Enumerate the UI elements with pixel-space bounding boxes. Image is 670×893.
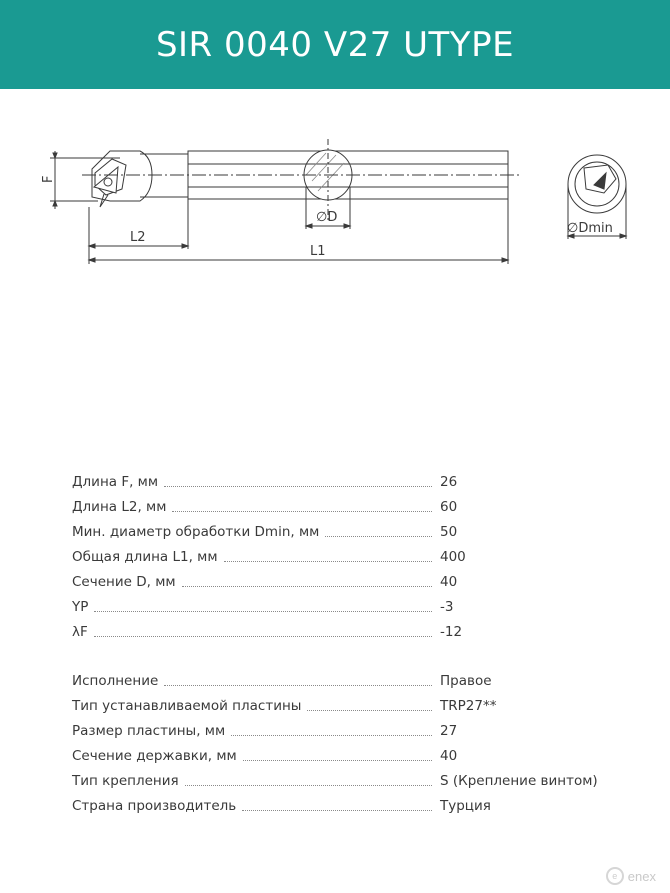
- dot-leader: [94, 611, 432, 612]
- spec-row: [72, 765, 602, 790]
- dot-leader: [164, 486, 432, 487]
- spec-row: [72, 740, 602, 765]
- dot-leader: [242, 810, 432, 811]
- spec-value: 400: [440, 549, 466, 565]
- spec-label: Тип крепления: [72, 773, 179, 789]
- dot-leader: [231, 735, 432, 736]
- spec-row: [72, 516, 602, 541]
- spec-label: Размер пластины, мм: [72, 723, 226, 739]
- dot-leader: [94, 636, 432, 637]
- spec-value: 40: [440, 574, 458, 590]
- spec-label: Длина F, мм: [72, 474, 159, 490]
- dot-leader: [172, 511, 432, 512]
- spec-label: Сечение D, мм: [72, 574, 176, 590]
- spec-row: [72, 665, 602, 690]
- spec-label: λF: [72, 624, 88, 640]
- dot-leader: [224, 561, 432, 562]
- spec-label: Длина L2, мм: [72, 499, 167, 515]
- technical-drawing: [0, 89, 670, 289]
- spec-value: Правое: [440, 673, 492, 689]
- dot-leader: [164, 685, 432, 686]
- spec-list-dimensions: [72, 466, 602, 641]
- spec-row: [72, 566, 602, 591]
- spec-value: 26: [440, 474, 458, 490]
- spec-value: 50: [440, 524, 458, 540]
- dim-label-l2: L2: [130, 230, 146, 245]
- spec-label: Исполнение: [72, 673, 159, 689]
- spec-value: S (Крепление винтом): [440, 773, 598, 789]
- dot-leader: [182, 586, 432, 587]
- watermark-text: enex: [627, 868, 656, 884]
- title-banner: [0, 0, 670, 89]
- spec-value: 60: [440, 499, 458, 515]
- spec-value: -3: [440, 599, 454, 615]
- spec-label: Тип устанавливаемой пластины: [72, 698, 302, 714]
- spec-row: [72, 715, 602, 740]
- dim-label-dmin: ∅Dmin: [567, 221, 613, 236]
- spec-label: Мин. диаметр обработки Dmin, мм: [72, 524, 320, 540]
- spec-row: [72, 690, 602, 715]
- spec-label: YP: [72, 599, 89, 615]
- spec-row: [72, 466, 602, 491]
- enex-logo-icon: e: [606, 867, 624, 885]
- spec-row: [72, 491, 602, 516]
- spec-row: [72, 541, 602, 566]
- dot-leader: [325, 536, 432, 537]
- dim-label-d: ∅D: [316, 210, 338, 225]
- dot-leader: [243, 760, 432, 761]
- spec-list-general: [72, 665, 602, 815]
- watermark: [606, 867, 656, 885]
- page-title: SIR 0040 V27 UTYPE: [155, 24, 515, 65]
- spec-label: Страна производитель: [72, 798, 237, 814]
- spec-row: [72, 790, 602, 815]
- spec-value: TRP27**: [440, 698, 497, 714]
- dim-label-l1: L1: [310, 244, 326, 259]
- dot-leader: [185, 785, 432, 786]
- spec-value: 27: [440, 723, 458, 739]
- spec-row: [72, 616, 602, 641]
- spec-row: [72, 591, 602, 616]
- spec-label: Общая длина L1, мм: [72, 549, 218, 565]
- spec-label: Сечение державки, мм: [72, 748, 237, 764]
- spec-value: -12: [440, 624, 463, 640]
- dim-label-f: F: [41, 175, 56, 183]
- spec-value: 40: [440, 748, 458, 764]
- dot-leader: [307, 710, 432, 711]
- spec-value: Турция: [440, 798, 491, 814]
